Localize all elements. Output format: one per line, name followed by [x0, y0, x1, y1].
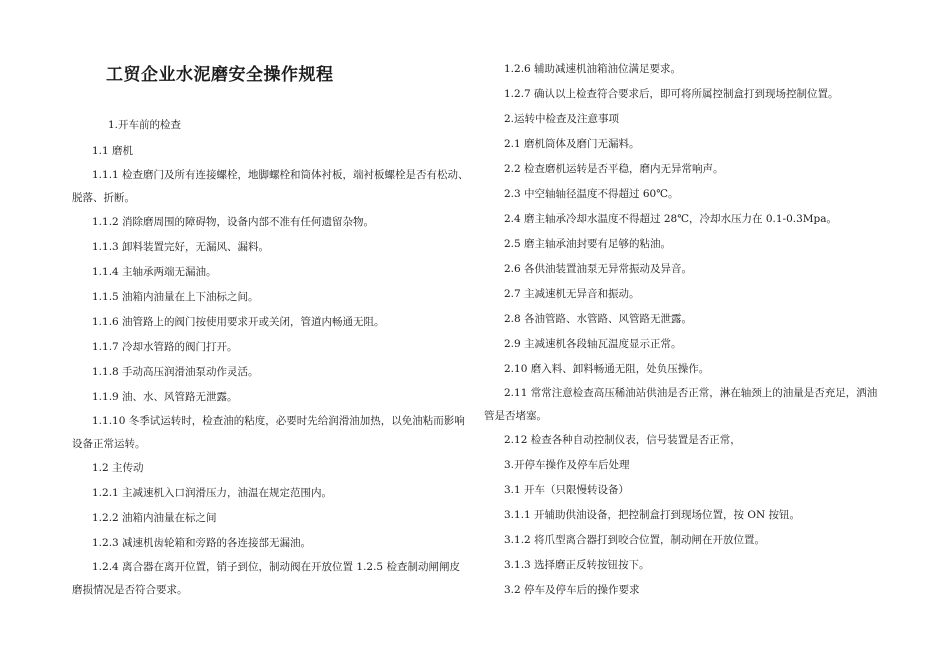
paragraph: 1.1.8 手动高压润滑油泵动作灵活。 [92, 366, 259, 378]
subsection-heading: 1.1 磨机 [92, 145, 134, 157]
paragraph: 2.11 常常注意检查高压稀油站供油是否正常，淋在轴颈上的油量是否充足，洒油管是否堵塞。 [484, 387, 878, 422]
paragraph: 1.1.7 冷却水管路的阀门打开。 [92, 341, 238, 353]
paragraph: 2.12 检查各种自动控制仪表，信号装置是否正常， [504, 434, 741, 446]
paragraph: 1.1.5 油箱内油量在上下油标之间。 [92, 291, 259, 303]
paragraph: 1.1.3 卸料装置完好，无漏风、漏料。 [92, 241, 270, 253]
paragraph: 3.1.1 开辅助供油设备，把控制盒打到现场位置，按 ON 按钮。 [504, 509, 801, 521]
page-title: 工贸企业水泥磨安全操作规程 [106, 65, 334, 85]
paragraph: 2.9 主减速机各段轴瓦温度显示正常。 [504, 338, 682, 350]
paragraph: 1.2.4 离合器在离开位置，销子到位，制动阀在开放位置 1.2.5 检查制动闸闸皮磨损情况是否符合要求。 [72, 561, 460, 596]
paragraph: 2.4 磨主轴承冷却水温度不得超过 28℃，冷却水压力在 0.1-0.3Mpa。 [504, 213, 837, 225]
paragraph: 1.1.1 检查磨门及所有连接螺栓，地脚螺栓和筒体衬板，端衬板螺栓是否有松动、脱落、折断。 [72, 169, 469, 204]
subsection-heading: 3.1 开车（只限慢转设备） [504, 484, 630, 496]
section-heading: 3.开停车操作及停车后处理 [504, 459, 630, 471]
paragraph: 2.2 检查磨机运转是否平稳，磨内无异常响声。 [504, 163, 724, 175]
paragraph: 2.10 磨入料、卸料畅通无阻，处负压操作。 [504, 363, 710, 375]
paragraph: 1.2.3 减速机齿轮箱和旁路的各连接部无漏油。 [92, 537, 312, 549]
paragraph: 1.1.4 主轴承两端无漏油。 [92, 266, 217, 278]
paragraph: 1.1.9 油、水、风管路无泄露。 [92, 391, 238, 403]
paragraph: 1.1.10 冬季试运转时，检查油的粘度，必要时先给润滑油加热，以免油粘而影响 设备正常运转。 [72, 415, 465, 450]
subsection-heading: 1.2 主传动 [92, 462, 144, 474]
paragraph: 2.8 各油管路、水管路、风管路无泄露。 [504, 313, 693, 325]
paragraph: 2.1 磨机筒体及磨门无漏料。 [504, 138, 640, 150]
paragraph: 1.2.7 确认以上检查符合要求后，即可将所属控制盒打到现场控制位置。 [504, 88, 839, 100]
section-heading: 1.开车前的检查 [108, 119, 182, 131]
paragraph: 1.1.2 消除磨周围的障碍物，设备内部不准有任何遗留杂物。 [92, 216, 375, 228]
paragraph: 3.1.2 将爪型离合器打到咬合位置，制动闸在开放位置。 [504, 534, 766, 546]
paragraph: 1.2.2 油箱内油量在标之间 [92, 512, 217, 524]
paragraph: 2.3 中空轴轴径温度不得超过 60℃。 [504, 188, 679, 200]
paragraph: 2.6 各供油装置油泵无异常振动及异音。 [504, 263, 693, 275]
subsection-heading: 3.2 停车及停车后的操作要求 [504, 584, 640, 596]
paragraph: 1.1.6 油管路上的阀门按使用要求开或关闭，管道内畅通无阻。 [92, 316, 385, 328]
section-heading: 2.运转中检查及注意事项 [504, 113, 620, 125]
paragraph: 2.7 主减速机无异音和振动。 [504, 288, 640, 300]
paragraph: 1.2.1 主减速机入口润滑压力，油温在规定范围内。 [92, 487, 333, 499]
paragraph: 3.1.3 选择磨正反转按钮按下。 [504, 559, 650, 571]
paragraph: 1.2.6 辅助减速机油箱油位满足要求。 [504, 63, 682, 75]
paragraph: 2.5 磨主轴承油封要有足够的粘油。 [504, 238, 672, 250]
